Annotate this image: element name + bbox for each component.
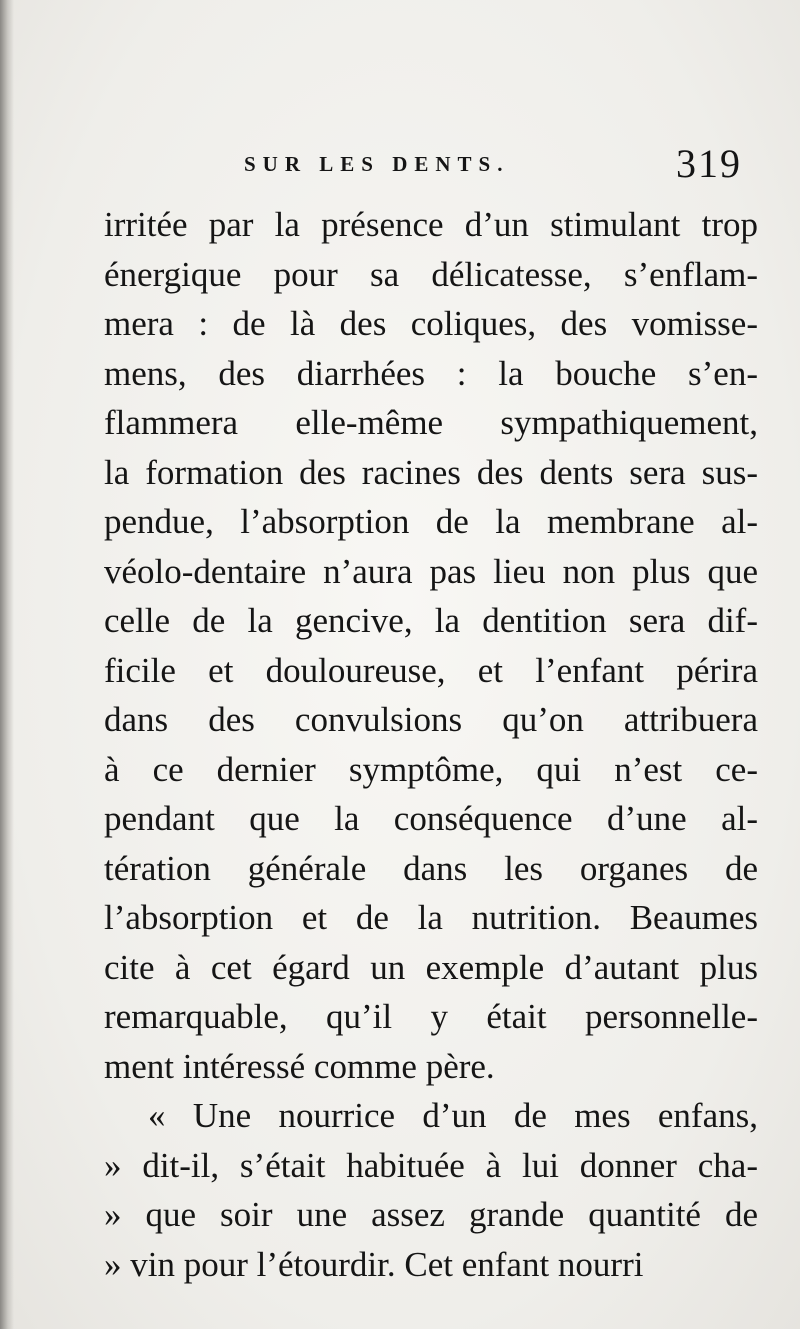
text-line: énergique pour sa délicatesse, s’enflam- xyxy=(104,254,758,294)
text-line: ficile et douloureuse, et l’enfant périra xyxy=(104,650,758,690)
text-line: à ce dernier symptôme, qui n’est ce- xyxy=(104,749,758,789)
text-line: dans des convulsions qu’on attribuera xyxy=(104,700,758,739)
text-line: mens, des diarrhées : la bouche s’en- xyxy=(104,353,758,393)
running-head: SUR LES DENTS. xyxy=(244,152,510,176)
text-line: irritée par la présence d’un stimulant trop xyxy=(104,205,758,244)
page-header xyxy=(0,140,800,190)
text-line: mera : de là des coliques, des vomisse- xyxy=(104,304,758,343)
text-line: pendue, l’absorption de la membrane al- xyxy=(104,502,758,541)
text-line: » vin pour l’étourdir. Cet enfant nourri xyxy=(104,1244,644,1284)
page-number: 319 xyxy=(676,141,742,186)
text-line: l’absorption et de la nutrition. Beaumes xyxy=(104,898,758,937)
text-line: ment intéressé comme père. xyxy=(104,1046,495,1086)
text-line: celle de la gencive, la dentition sera dif- xyxy=(104,601,758,640)
text-line: » dit-il, s’était habituée à lui donner cha- xyxy=(104,1145,758,1185)
text-line: véolo-dentaire n’aura pas lieu non plus que xyxy=(104,551,758,591)
text-line: la formation des racines des dents sera sus- xyxy=(104,452,758,492)
text-line: » que soir une assez grande quantité de xyxy=(104,1195,758,1234)
text-line: tération générale dans les organes de xyxy=(104,848,758,888)
text-line: cite à cet égard un exemple d’autant plus xyxy=(104,947,758,987)
body-text xyxy=(104,200,758,1289)
text-line: remarquable, qu’il y était personnelle- xyxy=(104,997,758,1036)
page-gutter-shadow xyxy=(0,0,14,1329)
text-line: pendant que la conséquence d’une al- xyxy=(104,799,758,838)
text-line: « Une nourrice d’un de mes enfans, xyxy=(148,1096,758,1135)
text-line: flammera elle-même sympathiquement, xyxy=(104,403,758,442)
